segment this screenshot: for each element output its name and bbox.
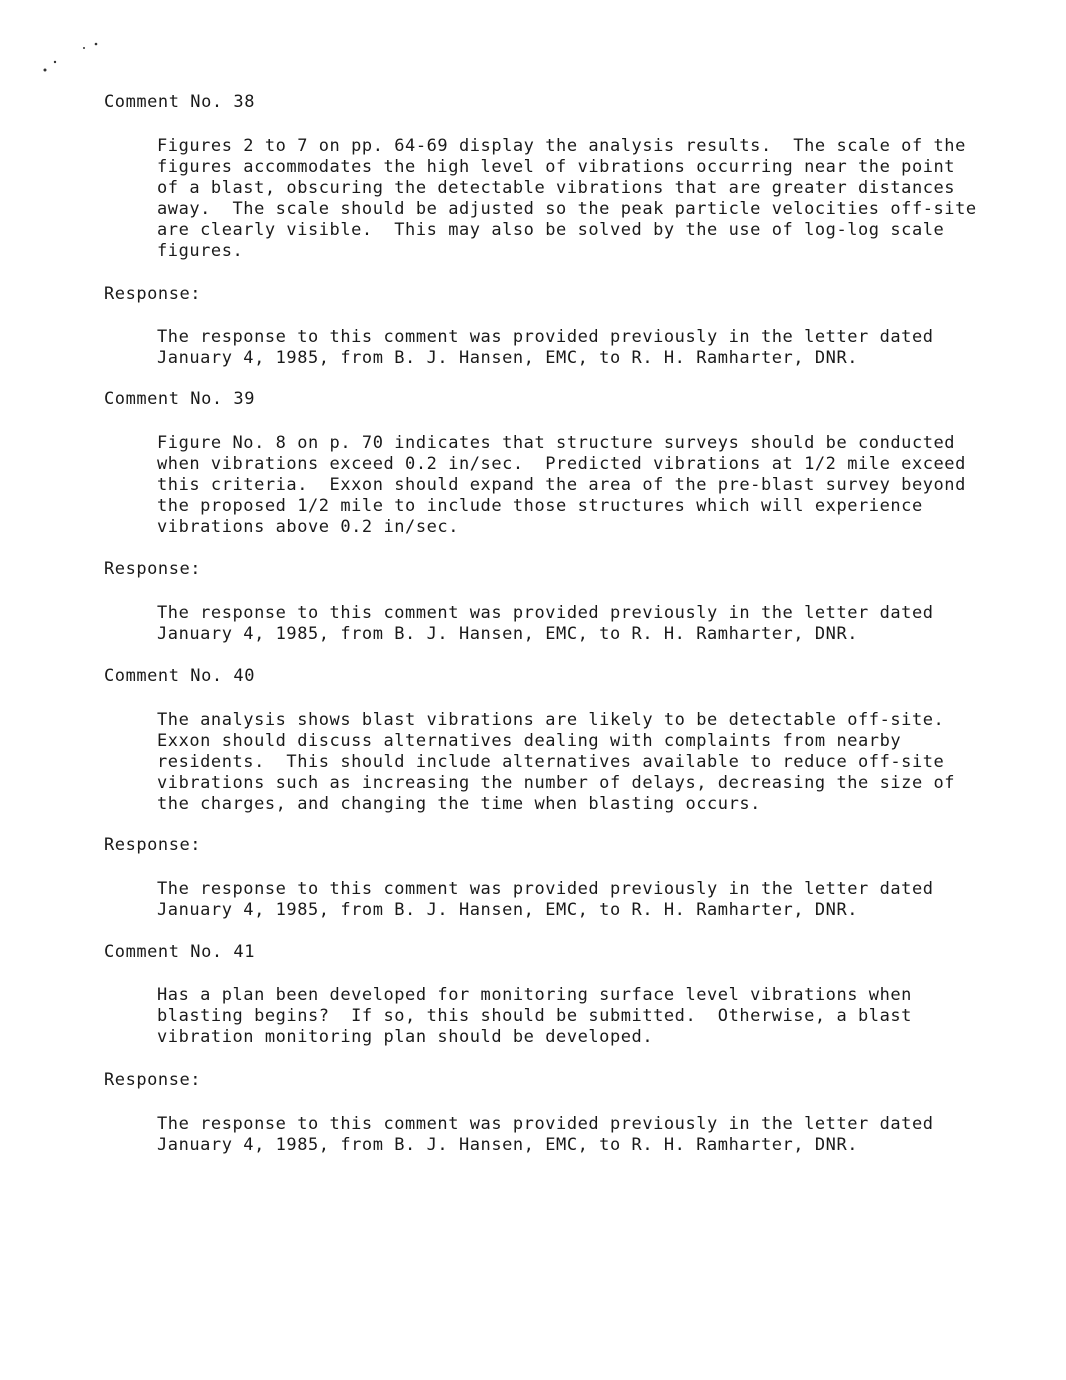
comment-text-line: figures. — [157, 241, 244, 261]
scan-specks — [40, 40, 110, 80]
comment-text-line: blasting begins? If so, this should be submitted. Otherwise, a blast — [157, 1006, 912, 1026]
comment-text-line: Has a plan been developed for monitoring surface level vibrations when — [157, 985, 912, 1005]
comment-text-line: are clearly visible. This may also be solved by the use of log-log scale — [157, 220, 945, 240]
comment-text-line: Figure No. 8 on p. 70 indicates that structure surveys should be conducted — [157, 433, 956, 453]
comment-heading: Comment No. 39 — [104, 389, 255, 409]
comment-text-line: vibrations such as increasing the number of delays, decreasing the size of — [157, 773, 956, 793]
response-text-line: The response to this comment was provided previously in the letter dated — [157, 879, 934, 899]
comment-text-line: Exxon should discuss alternatives dealing with complaints from nearby — [157, 731, 902, 751]
comment-text-line: vibration monitoring plan should be developed. — [157, 1027, 654, 1047]
comment-text-line: when vibrations exceed 0.2 in/sec. Predicted vibrations at 1/2 mile exceed — [157, 454, 966, 474]
comment-text-line: this criteria. Exxon should expand the area of the pre-blast survey beyond — [157, 475, 966, 495]
response-text-line: The response to this comment was provided previously in the letter dated — [157, 327, 934, 347]
response-heading: Response: — [104, 284, 202, 304]
comment-text-line: of a blast, obscuring the detectable vibrations that are greater distances — [157, 178, 956, 198]
comment-text-line: residents. This should include alternatives available to reduce off-site — [157, 752, 945, 772]
comment-text-line: away. The scale should be adjusted so the peak particle velocities off-site — [157, 199, 977, 219]
comment-heading: Comment No. 40 — [104, 666, 255, 686]
response-text-line: January 4, 1985, from B. J. Hansen, EMC, to R. H. Ramharter, DNR. — [157, 624, 859, 644]
comment-text-line: Figures 2 to 7 on pp. 64-69 display the analysis results. The scale of the — [157, 136, 966, 156]
comment-text-line: The analysis shows blast vibrations are likely to be detectable off-site. — [157, 710, 945, 730]
comment-text-line: figures accommodates the high level of vibrations occurring near the point — [157, 157, 956, 177]
comment-text-line: vibrations above 0.2 in/sec. — [157, 517, 459, 537]
response-text-line: January 4, 1985, from B. J. Hansen, EMC, to R. H. Ramharter, DNR. — [157, 900, 859, 920]
comment-heading: Comment No. 41 — [104, 942, 255, 962]
response-text-line: January 4, 1985, from B. J. Hansen, EMC, to R. H. Ramharter, DNR. — [157, 348, 859, 368]
comment-text-line: the charges, and changing the time when blasting occurs. — [157, 794, 761, 814]
response-heading: Response: — [104, 1070, 202, 1090]
response-heading: Response: — [104, 835, 202, 855]
comment-heading: Comment No. 38 — [104, 92, 255, 112]
response-text-line: January 4, 1985, from B. J. Hansen, EMC, to R. H. Ramharter, DNR. — [157, 1135, 859, 1155]
response-text-line: The response to this comment was provided previously in the letter dated — [157, 1114, 934, 1134]
response-heading: Response: — [104, 559, 202, 579]
comment-text-line: the proposed 1/2 mile to include those structures which will experience — [157, 496, 923, 516]
response-text-line: The response to this comment was provided previously in the letter dated — [157, 603, 934, 623]
